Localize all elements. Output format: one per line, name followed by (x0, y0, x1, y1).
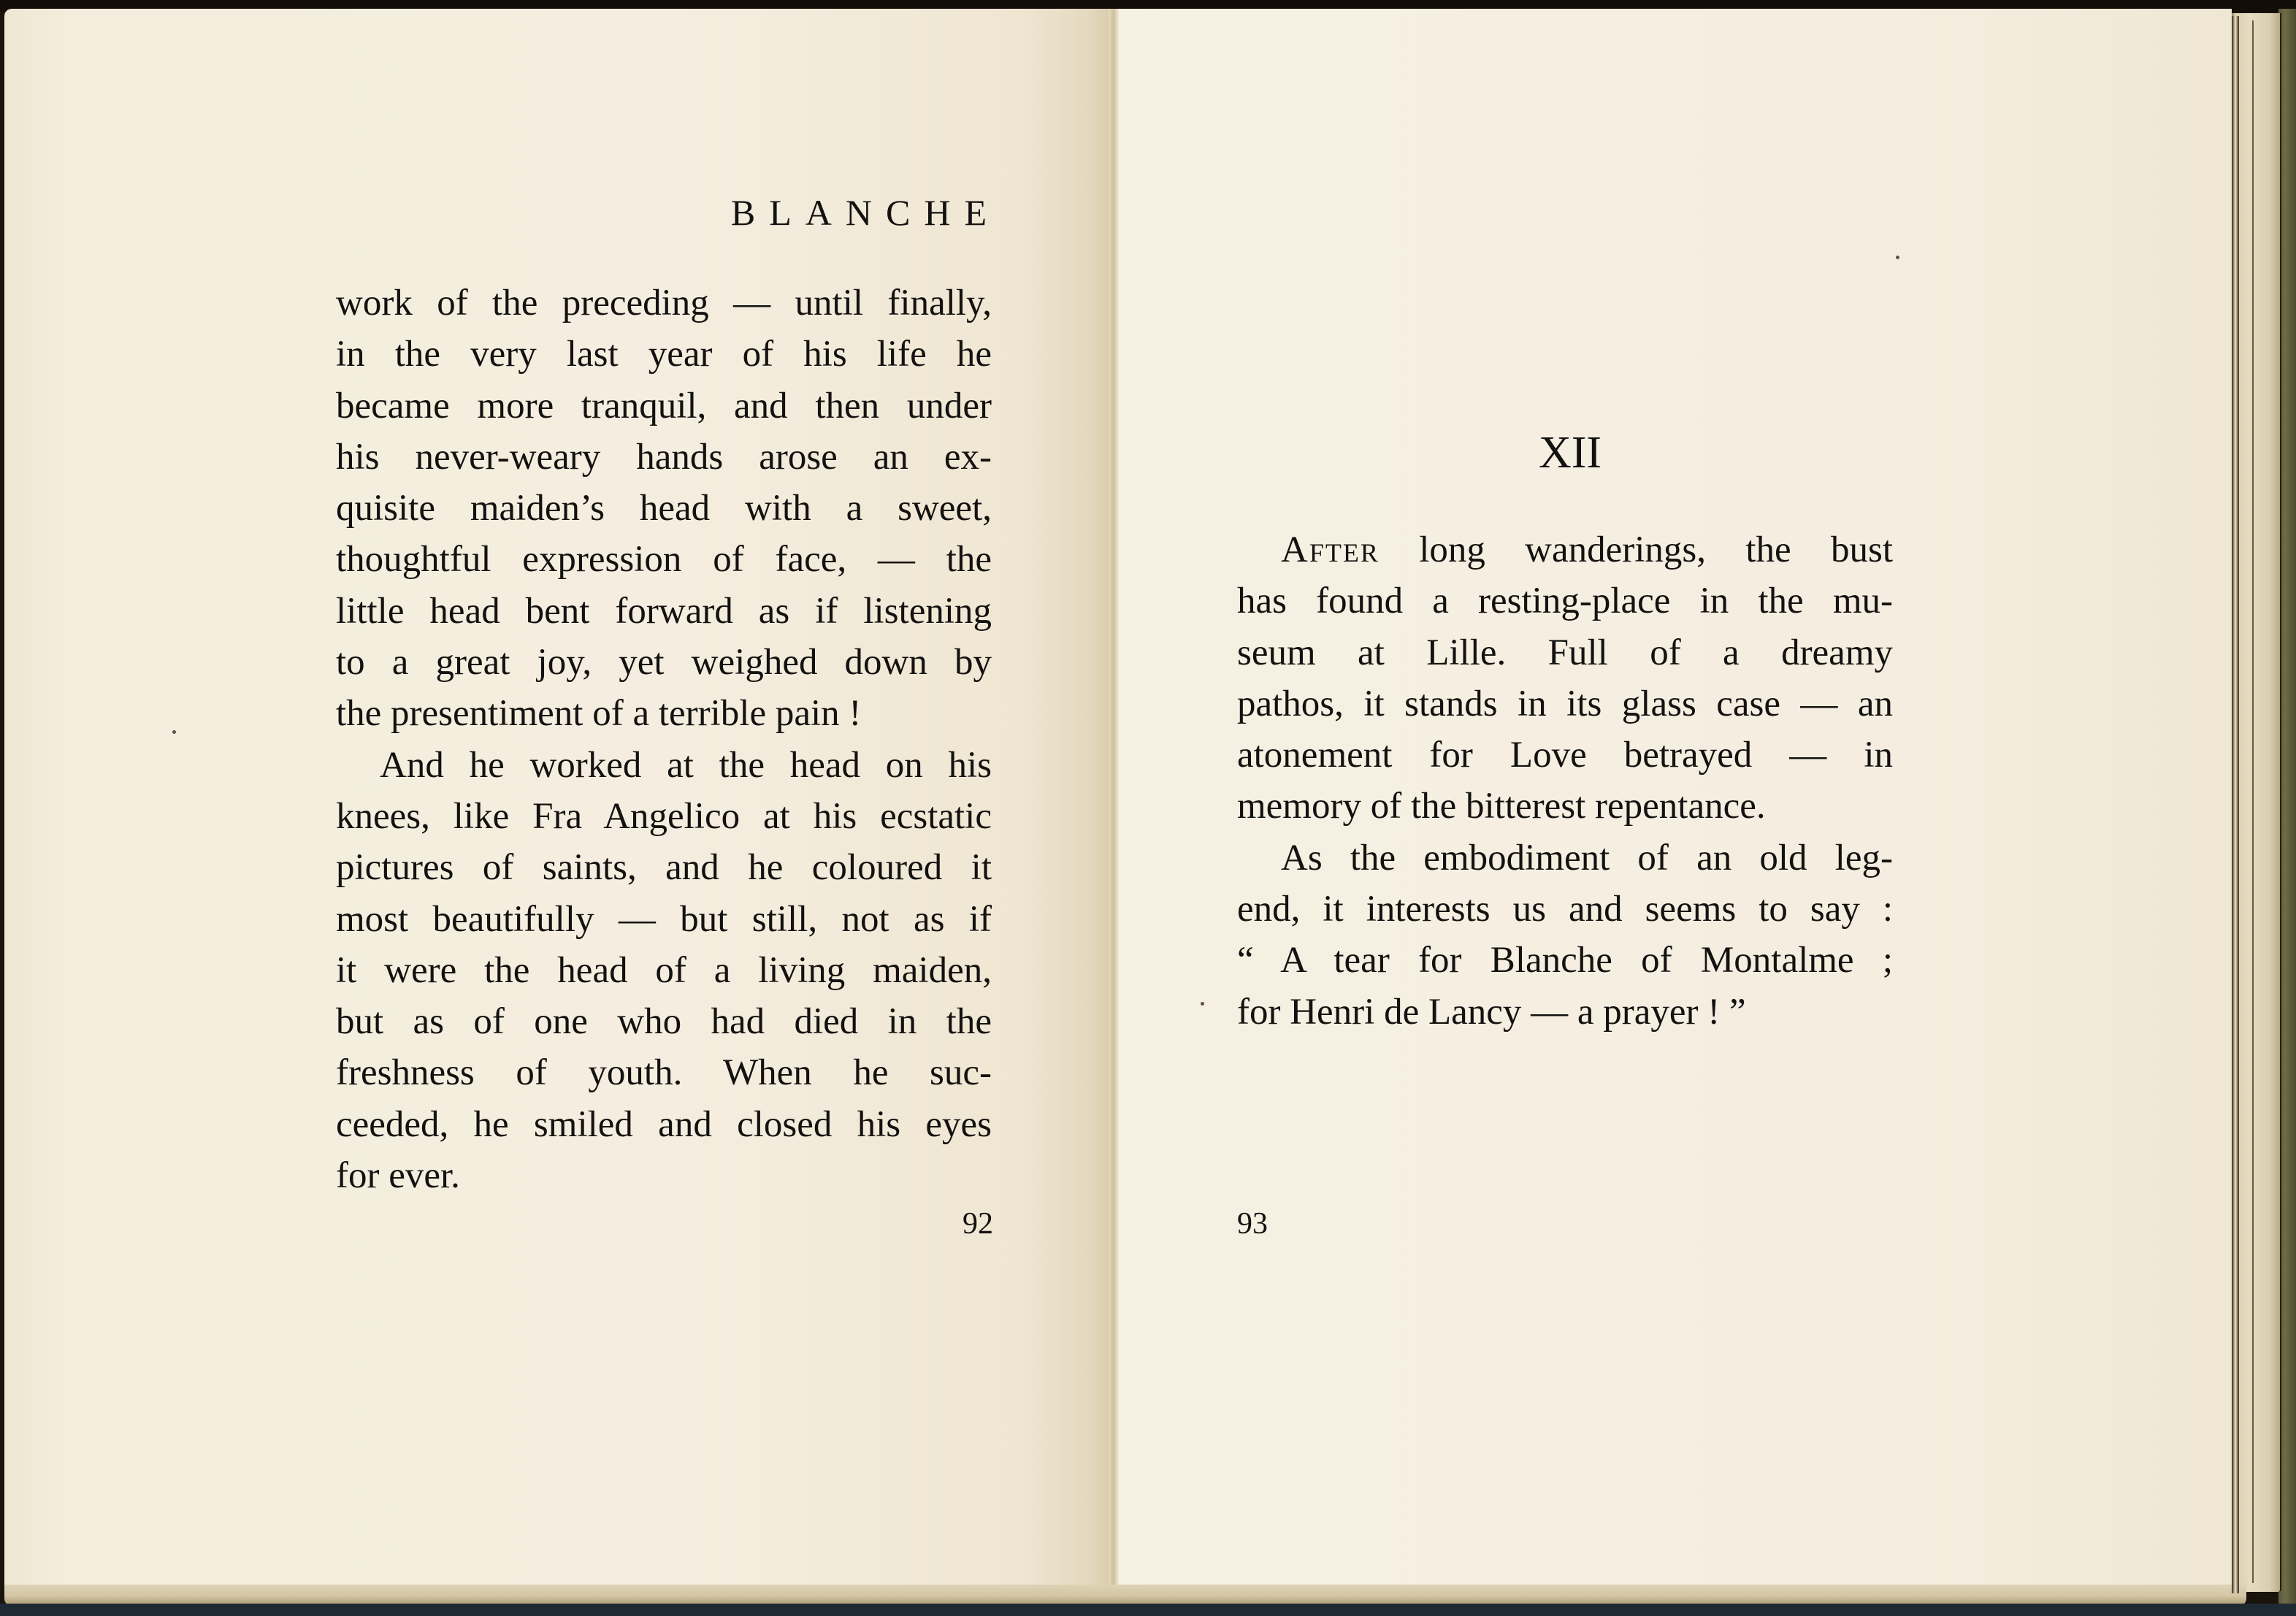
page-number-left: 92 (963, 1207, 993, 1241)
text-line: thoughtful expression of face, — the (336, 539, 992, 581)
right-page-text (1237, 524, 1893, 1038)
text-line: freshness of youth. When he suc- (336, 1052, 992, 1094)
text-line: became more tranquil, and then under (336, 385, 992, 426)
text-line: it were the head of a living maiden, (336, 949, 992, 991)
text-line: quisite maiden’s head with a sweet, (336, 488, 992, 529)
page-number-right: 93 (1237, 1207, 1268, 1241)
text-line: memory of the bitterest repentance. (1237, 786, 1766, 827)
text-line: but as of one who had died in the (336, 1001, 992, 1043)
text-line (1237, 524, 1893, 575)
left-page-text (336, 277, 992, 1201)
text-line: pathos, it stands in its glass case — an (1237, 683, 1893, 724)
text-line: little head bent forward as if listening (336, 590, 992, 632)
page-bottom-edge (4, 1581, 2246, 1606)
running-head: BLANCHE (730, 192, 1000, 233)
text-line: ceeded, he smiled and closed his eyes (336, 1103, 992, 1145)
text-line: to a great joy, yet weighed down by (336, 642, 992, 683)
text-line: for Henri de Lancy — a prayer ! ” (1237, 991, 1746, 1033)
text-line: seum at Lille. Full of a dreamy (1237, 632, 1893, 673)
text-line: the presentiment of a terrible pain ! (336, 693, 862, 735)
drop-word: After (1281, 529, 1379, 570)
text-line: for ever. (336, 1155, 460, 1197)
text-line: atonement for Love betrayed — in (1237, 735, 1893, 776)
text-line: work of the preceding — until finally, (336, 283, 992, 323)
text-line: his never-weary hands arose an ex- (336, 436, 992, 478)
text-line: has found a resting-place in the mu- (1237, 581, 1893, 622)
first-line-text: long wanderings, the bust (1419, 529, 1893, 570)
text-line: pictures of saints, and he coloured it (336, 847, 992, 889)
gutter (1109, 9, 1119, 1585)
paper-speck (1896, 256, 1899, 259)
cover-rule (2252, 20, 2254, 1583)
text-line: “ A tear for Blanche of Montalme ; (1237, 940, 1893, 981)
paper-speck (172, 730, 176, 734)
chapter-number: XII (1538, 428, 1602, 478)
text-line: As the embodiment of an old leg- (1281, 837, 1893, 878)
text-line: knees, like Fra Angelico at his ecstatic (336, 795, 992, 837)
text-line: end, it interests us and seems to say : (1237, 889, 1893, 930)
page-stack-edge (2232, 16, 2239, 1593)
paper-speck (1201, 1002, 1204, 1006)
text-line: And he worked at the head on his (380, 744, 992, 786)
background-bottom (0, 1604, 2296, 1616)
text-line: in the very last year of his life he (336, 334, 992, 375)
text-line: most beautifully — but still, not as if (336, 898, 992, 940)
